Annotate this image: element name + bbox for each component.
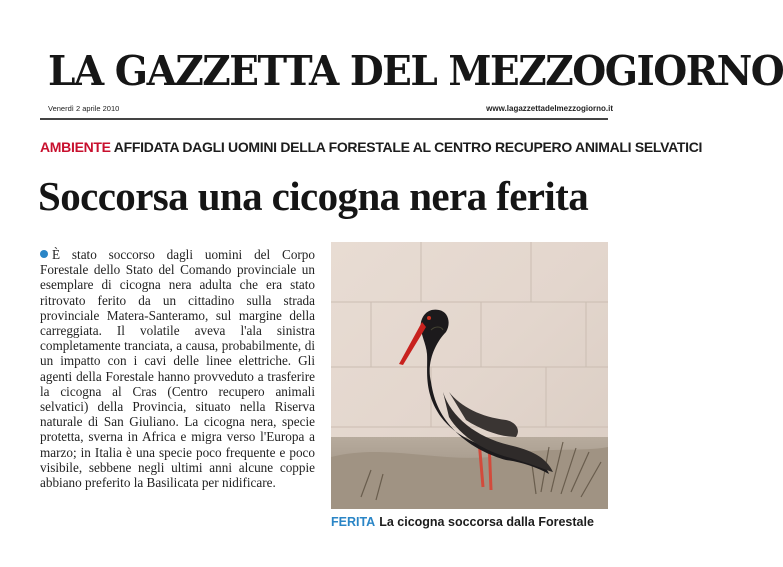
article-headline: Soccorsa una cicogna nera ferita	[38, 173, 589, 219]
section-label: AMBIENTE	[40, 139, 111, 155]
black-stork-image	[331, 242, 608, 509]
stork-photo	[331, 242, 608, 509]
caption-tag: FERITA	[331, 515, 376, 529]
newspaper-masthead: LA GAZZETTA DEL MEZZOGIORNO	[48, 47, 783, 96]
article-body-text: È stato soccorso dagli uomini del Corpo Forestale dello Stato del Comando provinciale un esemplare di cicogna nera adulta che era stato ritrovato ferito da un cittadino sulla strada provinciale Matera-Santeramo, sul margine della carreggiata. Il volatile aveva l'ala sinistra completamente tranciata, a causa, probabilmente, di un impatto con i cavi delle linee elettriche. Gli agenti della Forestale hanno provveduto a trasferire la cicogna al Cras (Centro recupero animali selvatici) della Provincia, situato nella Riserva naturale di San Giuliano. La cicogna nera, specie protetta, sverna in Africa e migra verso l'Europa a marzo; in Italia è una specie poco frequente e poco visibile, sebbene negli ultimi anni alcune coppie abbiano preferito la Basilicata per nidificare.	[40, 247, 315, 491]
article-body	[40, 247, 315, 490]
photo-caption	[331, 515, 594, 529]
header-divider	[40, 118, 608, 120]
article-kicker	[40, 139, 703, 155]
bullet-icon	[40, 250, 48, 258]
caption-text: La cicogna soccorsa dalla Forestale	[379, 515, 594, 529]
issue-date: Venerdì 2 aprile 2010	[48, 104, 120, 113]
website-url: www.lagazzettadelmezzogiorno.it	[486, 104, 613, 113]
kicker-text: AFFIDATA DAGLI UOMINI DELLA FORESTALE AL CENTRO RECUPERO ANIMALI SELVATICI	[113, 139, 703, 155]
